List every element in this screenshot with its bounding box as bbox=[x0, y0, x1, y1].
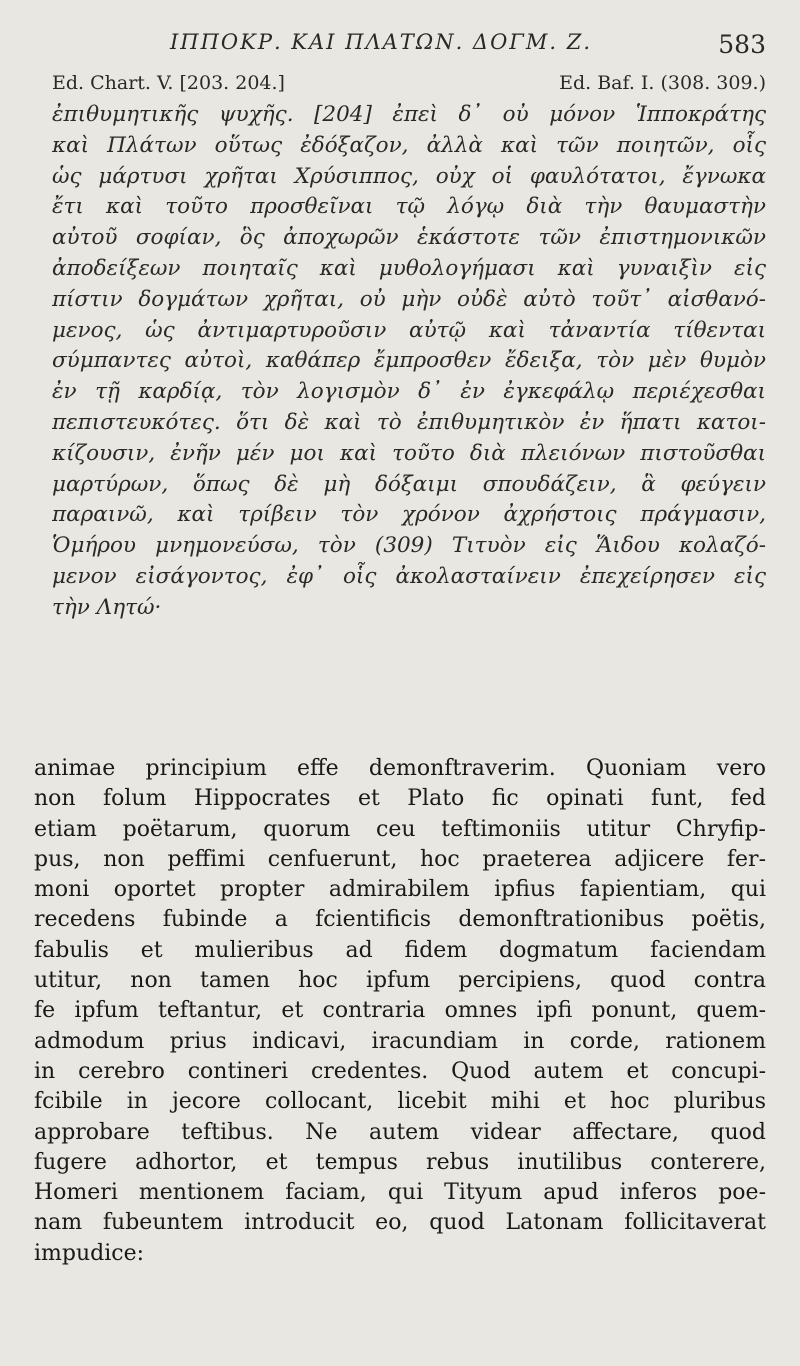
edition-basel-reference: Ed. Baf. I. (308. 309.) bbox=[559, 72, 766, 94]
running-head bbox=[0, 30, 800, 64]
latin-text-line: in cerebro contineri credentes. Quod autem et concupi- bbox=[34, 1058, 766, 1084]
greek-text-line: Ὁμήρου μνημονεύσω, τὸν (309) Τιτυὸν εἰς Ἅιδου κολαζό- bbox=[52, 533, 766, 559]
latin-text-line: utitur, non tamen hoc ipfum percipiens, quod contra bbox=[34, 968, 766, 994]
greek-text-line: μενον εἰσάγοντος, ἐφ᾽ οἷς ἀκολασταίνειν ἐπεχείρησεν εἰς bbox=[52, 563, 766, 589]
greek-text-line: πεπιστευκότες. ὅτι δὲ καὶ τὸ ἐπιθυμητικὸν ἐν ἥπατι κατοι- bbox=[52, 409, 766, 435]
latin-translation-block bbox=[34, 754, 766, 1269]
latin-text-line: animae principium effe demonftraverim. Quoniam vero bbox=[34, 756, 766, 781]
latin-text-line: impudice: bbox=[34, 1240, 145, 1266]
latin-text-line: etiam poëtarum, quorum ceu teftimoniis utitur Chryfip- bbox=[34, 816, 766, 842]
latin-text-line: Homeri mentionem faciam, qui Tityum apud inferos poe- bbox=[34, 1180, 766, 1206]
latin-text-line: fabulis et mulieribus ad fidem dogmatum faciendam bbox=[34, 937, 766, 963]
greek-text-line: πίστιν δογμάτων χρῆται, οὐ μὴν οὐδὲ αὐτὸ τοῦτ᾽ αἰσθανό- bbox=[52, 286, 766, 312]
latin-text-line: pus, non peffimi cenfuerunt, hoc praeterea adjicere fer- bbox=[34, 846, 766, 872]
greek-text-line: τὴν Λητώ· bbox=[52, 594, 162, 620]
latin-text-line: admodum prius indicavi, iracundiam in corde, rationem bbox=[34, 1028, 766, 1054]
greek-text-line: μαρτύρων, ὅπως δὲ μὴ δόξαιμι σπουδάζειν, ἃ φεύγειν bbox=[52, 471, 766, 497]
latin-text-line: approbare teftibus. Ne autem videar affectare, quod bbox=[34, 1119, 766, 1145]
greek-text-line: ἐν τῇ καρδίᾳ, τὸν λογισμὸν δ᾽ ἐν ἐγκεφάλῳ περιέχεσθαι bbox=[52, 379, 766, 405]
greek-text-line: μενος, ὡς ἀντιμαρτυροῦσιν αὐτῷ καὶ τἀναντία τίθενται bbox=[52, 317, 766, 343]
greek-text-line: κίζουσιν, ἐνῆν μέν μοι καὶ τοῦτο διὰ πλειόνων πιστοῦσθαι bbox=[52, 440, 766, 466]
greek-text-line: παραινῶ, καὶ τρίβειν τὸν χρόνον ἀχρήστοις πράγμασιν, bbox=[52, 502, 766, 528]
greek-text-line: ἔτι καὶ τοῦτο προσθεῖναι τῷ λόγῳ διὰ τὴν θαυμαστὴν bbox=[52, 194, 766, 220]
latin-text-line: recedens fubinde a fcientificis demonftrationibus poëtis, bbox=[34, 907, 766, 933]
greek-text-line: ἀποδείξεων ποιηταῖς καὶ μυθολογήμασι καὶ γυναιξὶν εἰς bbox=[52, 255, 766, 281]
running-head-title: ΙΠΠΟΚΡ. ΚΑΙ ΠΛΑΤΩΝ. ΔΟΓΜ. Ζ. bbox=[170, 30, 592, 54]
page-number: 583 bbox=[718, 30, 766, 59]
latin-text-line: nam fubeuntem introducit eo, quod Latonam follicitaverat bbox=[34, 1210, 766, 1236]
latin-text-line: fcibile in jecore collocant, licebit mihi et hoc pluribus bbox=[34, 1089, 766, 1115]
edition-chartier-reference: Ed. Chart. V. [203. 204.] bbox=[52, 72, 285, 94]
greek-text-line: αὐτοῦ σοφίαν, ὃς ἀποχωρῶν ἑκάστοτε τῶν ἐπιστημονικῶν bbox=[52, 225, 766, 251]
latin-text-line: non folum Hippocrates et Plato fic opinati funt, fed bbox=[34, 786, 766, 812]
latin-text-line: fe ipfum teftantur, et contraria omnes ipfi ponunt, quem- bbox=[34, 998, 766, 1024]
greek-text-block bbox=[52, 100, 766, 624]
greek-text-line: ὡς μάρτυσι χρῆται Χρύσιππος, οὐχ οἱ φαυλότατοι, ἔγνωκα bbox=[52, 163, 766, 189]
greek-text-line: σύμπαντες αὐτοὶ, καθάπερ ἔμπροσθεν ἔδειξα, τὸν μὲν θυμὸν bbox=[52, 348, 766, 374]
edition-reference-line bbox=[52, 72, 766, 102]
greek-text-line: καὶ Πλάτων οὕτως ἐδόξαζον, ἀλλὰ καὶ τῶν ποιητῶν, οἷς bbox=[52, 132, 766, 158]
greek-text-line: ἐπιθυμητικῆς ψυχῆς. [204] ἐπεὶ δ᾽ οὐ μόνον Ἱπποκράτης bbox=[52, 102, 766, 127]
latin-text-line: fugere adhortor, et tempus rebus inutilibus conterere, bbox=[34, 1149, 766, 1175]
latin-text-line: moni oportet propter admirabilem ipfius fapientiam, qui bbox=[34, 877, 766, 903]
